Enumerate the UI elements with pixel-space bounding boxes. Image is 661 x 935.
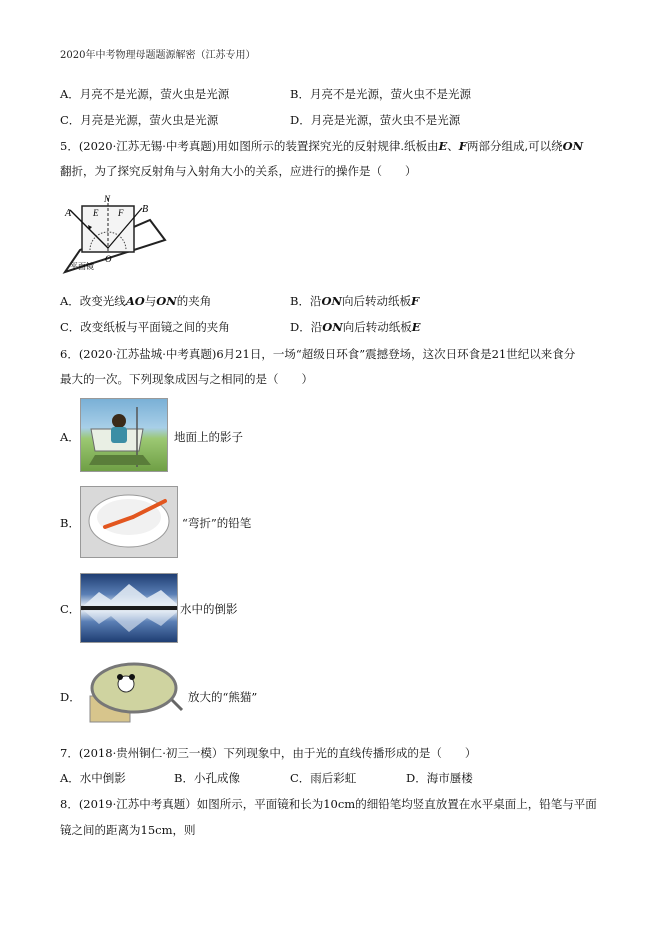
fig-label-a: A xyxy=(65,208,72,219)
q5-a-mid: 与 xyxy=(144,294,157,308)
q5-d-text-pre: D．沿 xyxy=(290,320,323,334)
fig-label-f: F xyxy=(118,208,124,218)
q4-option-b: B．月亮不是光源，萤火虫不是光源 xyxy=(290,87,471,101)
magnifier-lens xyxy=(92,664,176,712)
q5-label-f: F xyxy=(458,139,467,153)
shadow-image-drawing xyxy=(81,399,167,471)
body-shape xyxy=(111,427,127,443)
fig-label-b: B xyxy=(142,204,149,215)
fig-mirror-label: 平面镜 xyxy=(70,262,94,271)
q7-option-a: A．水中倒影 xyxy=(60,771,126,785)
fig-label-n: N xyxy=(104,194,111,204)
bent-pencil-drawing xyxy=(81,487,177,557)
q8-stem-line2: 镜之间的距离为15cm，则 xyxy=(60,823,196,837)
q6-option-d-letter: D． xyxy=(60,690,81,704)
q6-option-a-text: 地面上的影子 xyxy=(174,430,243,444)
q8-stem-line1: 8．(2019·江苏中考真题）如图所示，平面镜和长为10cm的细铅笔均竖直放置在水平桌面上，铅笔与平面 xyxy=(60,797,597,811)
q6-option-d-text: 放大的“熊猫” xyxy=(188,690,258,704)
q5-option-b xyxy=(290,294,419,308)
q6-option-b-letter: B． xyxy=(60,516,80,530)
shoreline-trees xyxy=(81,606,177,610)
q5-stem-line1 xyxy=(60,139,583,153)
page-header: 2020年中考物理母题题源解密（江苏专用） xyxy=(60,50,256,61)
q5-stem-text2: 两部分组成,可以绕 xyxy=(466,139,563,153)
panda-ear-left xyxy=(117,674,123,680)
q4-option-c: C．月亮是光源，萤火虫是光源 xyxy=(60,113,219,127)
head-shape xyxy=(112,414,126,428)
reflection-apparatus-figure xyxy=(60,192,170,274)
magnified-panda-image xyxy=(84,660,184,726)
q5-d-on: ON xyxy=(322,320,343,334)
shadow-image xyxy=(80,398,168,472)
q5-d-text-post: 向后转动纸板 xyxy=(342,320,412,334)
q6-stem-line2: 最大的一次。下列现象成因与之相同的是（ ） xyxy=(60,372,313,386)
q6-option-a-letter: A． xyxy=(60,430,80,444)
magnifier-handle xyxy=(172,700,182,710)
fig-label-o: O xyxy=(105,254,112,264)
reflection-lake-drawing xyxy=(81,574,177,642)
q5-label-on: ON xyxy=(562,139,584,153)
q5-stem-text1: 5．(2020·江苏无锡·中考真题)用如图所示的装置探究光的反射规律.纸板由 xyxy=(60,139,439,153)
q5-option-d xyxy=(290,320,421,334)
q5-b-text-post: 向后转动纸板 xyxy=(341,294,411,308)
reflection-lake-image xyxy=(80,573,178,643)
mountains-shape xyxy=(81,584,177,608)
q5-separator: 、 xyxy=(447,139,459,153)
q6-stem-line1: 6．(2020·江苏盐城·中考真题)6月21日，一场“超级日环食”震撼登场，这次日环食是21世纪以来食分 xyxy=(60,347,576,361)
q5-b-on: ON xyxy=(321,294,342,308)
q4-option-d: D．月亮是光源，萤火虫不是光源 xyxy=(290,113,461,127)
q5-a-ao: AO xyxy=(125,294,145,308)
q7-option-b: B．小孔成像 xyxy=(174,771,240,785)
reflection-apparatus-drawing xyxy=(60,192,170,274)
q5-d-e: E xyxy=(411,320,421,334)
q6-option-c-text: 水中的倒影 xyxy=(180,602,238,616)
q4-option-a: A．月亮不是光源，萤火虫是光源 xyxy=(60,87,230,101)
q7-option-d: D．海市蜃楼 xyxy=(406,771,473,785)
q5-a-on: ON xyxy=(156,294,177,308)
q7-stem: 7．(2018·贵州铜仁·初三一模）下列现象中，由于光的直线传播形成的是（ ） xyxy=(60,746,477,760)
q6-option-b-text: “弯折”的铅笔 xyxy=(182,516,252,530)
q5-stem-line2: 翻折，为了探究反射角与入射角大小的关系，应进行的操作是（ ） xyxy=(60,164,417,178)
mountains-reflection-shape xyxy=(81,608,177,632)
bent-pencil-image xyxy=(80,486,178,558)
q6-option-c-letter: C． xyxy=(60,602,81,616)
fig-label-e: E xyxy=(93,208,99,218)
q5-option-c: C．改变纸板与平面镜之间的夹角 xyxy=(60,320,230,334)
panda-ear-right xyxy=(129,674,135,680)
q5-option-a xyxy=(60,294,211,308)
q5-a-text-post: 的夹角 xyxy=(176,294,212,308)
magnified-panda-drawing xyxy=(84,660,184,726)
ground-shadow-shape xyxy=(89,455,151,465)
q5-a-text-pre: A．改变光线 xyxy=(60,294,126,308)
q7-option-c: C．雨后彩虹 xyxy=(290,771,357,785)
q5-b-text-pre: B．沿 xyxy=(290,294,322,308)
q5-label-e: E xyxy=(438,139,448,153)
q5-b-f: F xyxy=(410,294,420,308)
